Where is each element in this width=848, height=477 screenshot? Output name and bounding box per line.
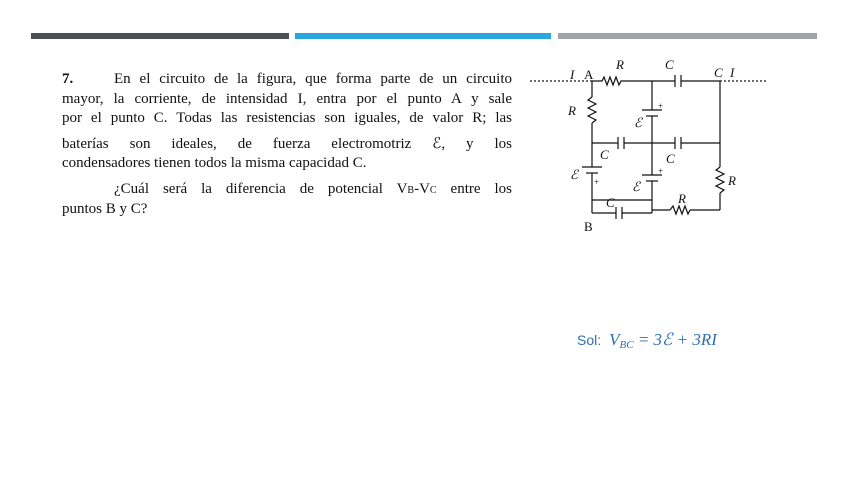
problem-number: 7.: [62, 71, 74, 87]
header-bar-gray: [558, 33, 817, 39]
label-emf-left: ℰ: [570, 167, 578, 182]
label-R-bottom: R: [678, 191, 686, 206]
resistor-right: [716, 167, 724, 193]
problem-line-1: 7. En el circuito de la figura, que forma parte de un circuito: [62, 70, 512, 90]
plus-left: +: [594, 177, 600, 187]
label-A: A: [584, 67, 594, 82]
label-emf-1: ℰ: [634, 115, 642, 130]
label-C-right: C: [714, 65, 723, 80]
resistor-bottom: [670, 206, 690, 214]
solution: [577, 330, 717, 351]
label-I-right: I: [730, 65, 735, 80]
problem-statement: [62, 70, 512, 220]
problem-line-2: mayor, la corriente, de intensidad I, entra por el punto A y sale: [62, 90, 512, 107]
solution-formula: VBC = 3ℰ + 3RI: [609, 330, 717, 351]
label-R-top: R: [616, 57, 624, 72]
problem-line-3: por el punto C. Todas las resistencias son iguales, de valor R; las: [62, 110, 512, 126]
problem-line-4: baterías son ideales, de fuerza electromotriz ℰ, y los: [62, 135, 512, 152]
circuit-diagram: [530, 55, 770, 240]
problem-line-5: condensadores tienen todos la misma capacidad C.: [62, 155, 367, 171]
resistor-top: [592, 77, 675, 85]
header-bar-dark: [31, 33, 289, 39]
label-C-mid-right: C: [666, 151, 675, 166]
label-C-mid-left: C: [600, 147, 609, 162]
label-C-bottom: C: [606, 195, 615, 210]
label-R-right: R: [728, 173, 736, 188]
plus-1: +: [658, 101, 664, 111]
problem-question-line: ¿Cuál será la diferencia de potencial VB-VC entre los: [114, 180, 512, 197]
header-bar-blue: [295, 33, 551, 39]
label-I-left: I: [570, 67, 575, 82]
label-B: B: [584, 219, 593, 234]
plus-2: +: [658, 166, 664, 176]
label-R-left: R: [568, 103, 576, 118]
label-C-top: C: [665, 57, 674, 72]
resistor-left: [588, 97, 596, 123]
label-emf-2: ℰ: [632, 179, 640, 194]
problem-line-7: puntos B y C?: [62, 201, 148, 217]
solution-label: Sol:: [577, 332, 602, 348]
